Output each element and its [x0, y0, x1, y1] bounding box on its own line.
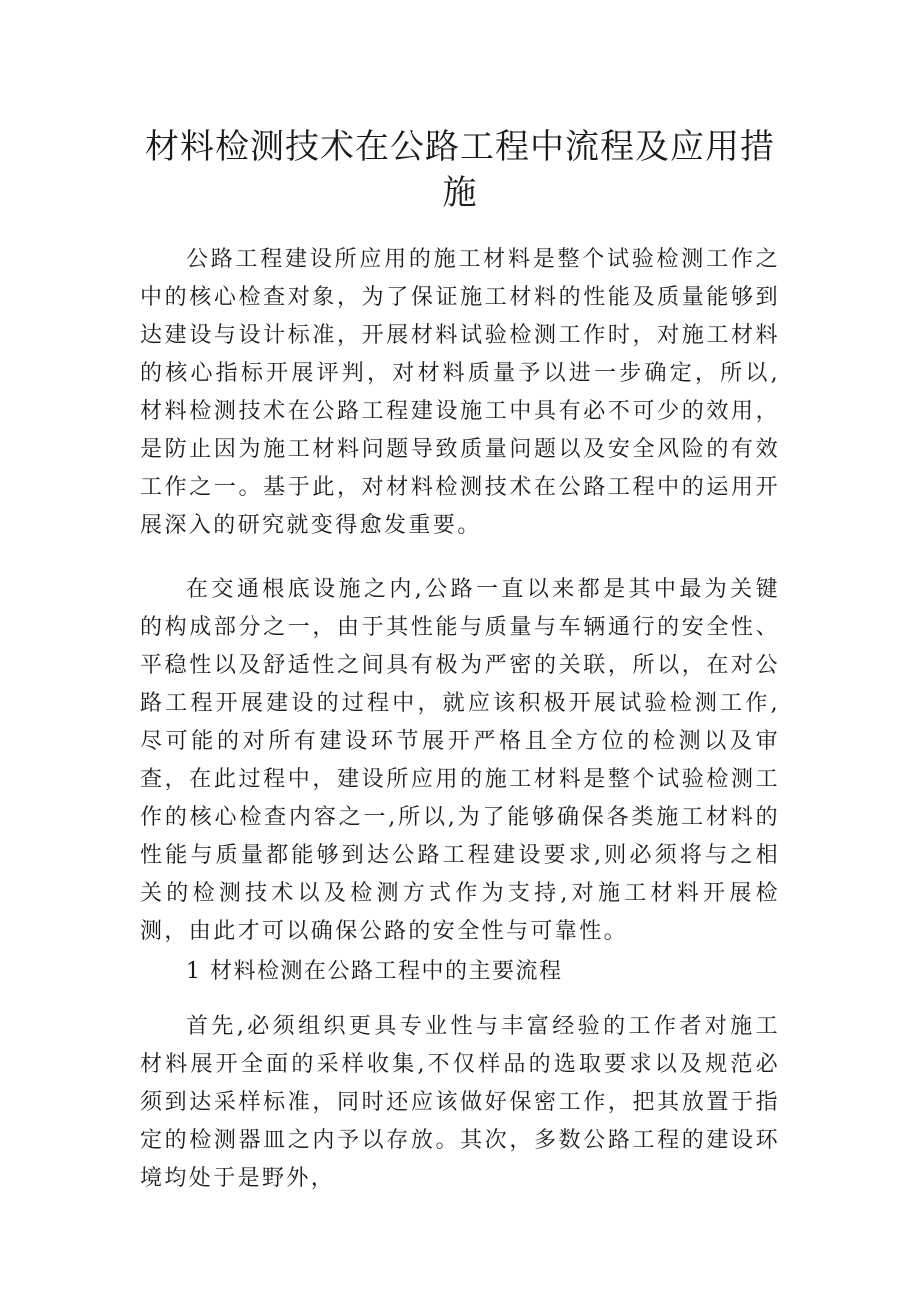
body-paragraph-1: 公路工程建设所应用的施工材料是整个试验检测工作之中的核心检查对象，为了保证施工材料的性能及质量能够到达建设与设计标准，开展材料试验检测工作时，对施工材料的核心指标开展评判，对材料质量予以进一步确定，所以,材料检测技术在公路工程建设施工中具有必不可少的效用，是防止因为施工材料问题导致质量问题以及安全风险的有效工作之一。基于此，对材料检测技术在公路工程中的运用开展深入的研究就变得愈发重要。: [140, 247, 780, 538]
section-paragraph: 首先,必须组织更具专业性与丰富经验的工作者对施工材料展开全面的采样收集,不仅样品的选取要求以及规范必须到达采样标准，同时还应该做好保密工作，把其放置于指定的检测器皿之内予以存放。其次，多数公路工程的建设环境均处于是野外，: [140, 1014, 780, 1191]
body-paragraph-2: 在交通根底设施之内,公路一直以来都是其中最为关键的构成部分之一，由于其性能与质量与车辆通行的安全性、平稳性以及舒适性之间具有极为严密的关联，所以，在对公路工程开展建设的过程中，就应该积极开展试验检测工作,尽可能的对所有建设环节展开严格且全方位的检测以及审查，在此过程中，建设所应用的施工材料是整个试验检测工作的核心检查内容之一,所以,为了能够确保各类施工材料的性能与质量都能够到达公路工程建设要求,则必须将与之相关的检测技术以及检测方式作为支持,对施工材料开展检测，由此才可以确保公路的安全性与可靠性。: [140, 577, 780, 944]
section-heading: 1 材料检测在公路工程中的主要流程: [186, 959, 563, 984]
document-title: 材料检测技术在公路工程中流程及应用措施: [145, 127, 775, 213]
